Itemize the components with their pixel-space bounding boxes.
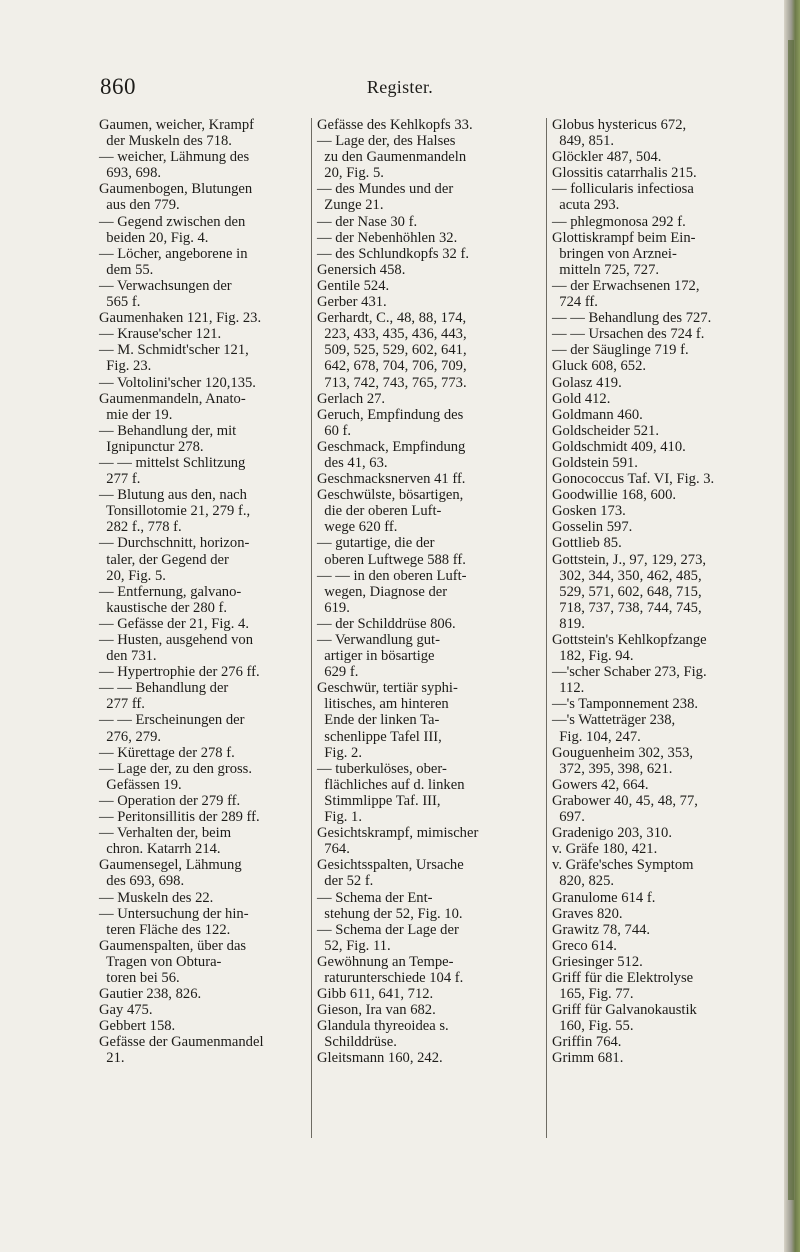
index-line: schenlippe Tafel III, [317,728,442,745]
index-line: Tonsillotomie 21, 279 f., [99,503,251,520]
index-line: Gentile 524. [317,277,390,294]
index-line: Glottiskrampf beim Ein- [552,229,696,246]
index-line: — — Behandlung des 727. [552,310,712,327]
index-line: Gosken 173. [552,503,626,520]
index-line: der Muskeln des 718. [99,133,232,150]
index-line: Geruch, Empfindung des [317,406,464,423]
index-line: 764. [317,841,350,858]
index-line: 20, Fig. 5. [99,567,166,584]
index-line: — Schema der Ent- [317,889,433,906]
index-line: taler, der Gegend der [99,551,229,568]
index-line: Gaumen, weicher, Krampf [99,117,255,133]
index-line: — Entfernung, galvano- [99,583,242,600]
index-line: Gerlach 27. [317,390,386,407]
index-line: oberen Luftwege 588 ff. [317,551,466,568]
index-line: Geschmack, Empfindung [317,438,466,455]
index-line: aus den 779. [99,197,180,214]
index-line: — Hypertrophie der 276 ff. [99,664,260,681]
page-number: 860 [100,74,136,99]
index-line: Geschwür, tertiär syphi- [317,680,458,697]
index-line: Gaumenbogen, Blutungen [99,181,253,198]
index-line: Goldstein 591. [552,454,638,471]
index-line: 372, 395, 398, 621. [552,760,673,777]
index-line: Gerber 431. [317,294,387,311]
index-line: 160, Fig. 55. [552,1018,634,1035]
index-line: Griff für die Elektrolyse [552,969,694,986]
index-line: Griffin 764. [552,1034,622,1051]
index-line: — — Ursachen des 724 f. [552,326,705,343]
index-line: Gowers 42, 664. [552,776,649,793]
index-line: 52, Fig. 11. [317,937,391,954]
index-line: toren bei 56. [99,969,180,986]
index-line: Goldscheider 521. [552,422,659,439]
index-line: — — in den oberen Luft- [317,567,467,584]
index-line: — Untersuchung der hin- [99,905,249,922]
index-line: 112. [552,680,585,697]
index-line: — Gefässe der 21, Fig. 4. [99,615,249,632]
index-line: mitteln 725, 727. [552,261,660,278]
index-line: 60 f. [317,422,352,439]
index-line: — Verhalten der, beim [99,825,232,842]
index-column-3 [552,117,768,1067]
index-line: Geschwülste, bösartigen, [317,487,464,504]
index-line: des 693, 698. [99,873,185,890]
column-rule-left [311,118,312,1138]
index-line: bringen von Arznei- [552,245,677,262]
index-line: Gesichtskrampf, mimischer [317,825,479,842]
index-line: — des Mundes und der [317,181,454,198]
index-line: 277 ff. [99,696,145,713]
index-line: Gerhardt, C., 48, 88, 174, [317,310,467,327]
index-line: 565 f. [99,294,141,311]
index-line: 629 f. [317,664,359,681]
index-line: 820, 825. [552,873,615,890]
index-line: chron. Katarrh 214. [99,841,221,858]
index-line: Gradenigo 203, 310. [552,825,672,842]
index-line: 819. [552,615,585,632]
index-line: 713, 742, 743, 765, 773. [317,374,467,391]
index-column-1 [99,117,307,1067]
index-line: Fig. 2. [317,744,363,761]
index-line: Gebbert 158. [99,1018,176,1035]
index-line: — M. Schmidt'scher 121, [99,342,249,359]
index-line: — des Schlundkopfs 32 f. [317,245,470,262]
index-line: —'s Watteträger 238, [552,712,676,729]
index-line: mie der 19. [99,406,173,423]
index-line: — Krause'scher 121. [99,326,222,343]
index-line: — der Nebenhöhlen 32. [317,229,458,246]
index-line: Geschmacksnerven 41 ff. [317,471,466,488]
index-line: — Muskeln des 22. [99,889,214,906]
index-line: Gottstein's Kehlkopfzange [552,632,707,648]
index-line: Gay 475. [99,1002,153,1019]
index-line: Gaumenhaken 121, Fig. 23. [99,310,262,327]
index-line: — Durchschnitt, horizon- [99,535,250,552]
index-line: Griff für Galvanokaustik [552,1002,697,1019]
index-line: Ignipunctur 278. [99,438,204,455]
running-header: Register. [366,77,434,97]
index-line: wegen, Diagnose der [317,583,448,600]
index-line: litisches, am hinteren [317,696,449,713]
index-line: 642, 678, 704, 706, 709, [317,358,467,375]
index-line: — weicher, Lähmung des [99,149,250,166]
index-line: 697. [552,809,585,826]
index-line: Glossitis catarrhalis 215. [552,165,697,182]
index-line: Glandula thyreoidea s. [317,1018,449,1035]
index-line: Gaumenmandeln, Anato- [99,390,246,407]
index-line: dem 55. [99,261,154,278]
index-line: Gottlieb 85. [552,535,622,552]
index-line: — Voltolini'scher 120,135. [99,374,256,391]
index-line: Fig. 1. [317,809,363,826]
index-line: acuta 293. [552,197,620,214]
index-line: — Lage der, zu den gross. [99,760,253,777]
index-line: 165, Fig. 77. [552,986,634,1003]
index-line: — — mittelst Schlitzung [99,454,246,471]
index-line: — Behandlung der, mit [99,422,237,439]
index-line: — — Behandlung der [99,680,229,697]
index-line: — Verwandlung gut- [317,632,440,648]
index-line: kaustische der 280 f. [99,599,228,616]
index-line: 509, 525, 529, 602, 641, [317,342,467,359]
index-line: 849, 851. [552,133,615,150]
index-line: — der Schilddrüse 806. [317,615,456,632]
index-line: —'s Tamponnement 238. [552,696,699,713]
index-line: — Verwachsungen der [99,277,232,294]
index-line: 276, 279. [99,728,162,745]
index-line: 693, 698. [99,165,162,182]
index-line: Glöckler 487, 504. [552,149,662,166]
index-line: Goldmann 460. [552,406,643,423]
index-line: v. Gräfe'sches Symptom [552,857,694,874]
index-line: Gefässe der Gaumenmandel [99,1034,264,1051]
index-line: Gewöhnung an Tempe- [317,953,454,970]
index-line: 20, Fig. 5. [317,165,384,182]
index-line: 223, 433, 435, 436, 443, [317,326,467,343]
index-line: Tragen von Obtura- [99,953,222,970]
index-line: — Kürettage der 278 f. [99,744,235,761]
index-line: Greco 614. [552,937,617,954]
index-line: 21. [99,1050,125,1067]
index-line: 182, Fig. 94. [552,648,634,665]
index-line: 724 ff. [552,294,598,311]
index-line: — Operation der 279 ff. [99,792,241,809]
index-line: — der Säuglinge 719 f. [552,342,689,359]
index-line: Griesinger 512. [552,953,643,970]
index-line: — gutartige, die der [317,535,435,552]
index-line: — Lage der, des Halses [317,133,456,150]
index-line: des 41, 63. [317,454,388,471]
index-line: stehung der 52, Fig. 10. [317,905,463,922]
index-line: die der oberen Luft- [317,503,442,520]
index-line: 282 f., 778 f. [99,519,182,536]
index-line: Grabower 40, 45, 48, 77, [552,792,698,809]
index-line: — tuberkulöses, ober- [317,760,447,777]
index-line: Stimmlippe Taf. III, [317,792,441,809]
index-line: 302, 344, 350, 462, 485, [552,567,702,584]
index-line: artiger in bösartige [317,648,435,665]
index-line: — Schema der Lage der [317,921,459,938]
index-line: Genersich 458. [317,261,406,278]
index-line: — der Erwachsenen 172, [552,277,700,294]
index-line: zu den Gaumenmandeln [317,149,467,166]
index-line: Gaumenspalten, über das [99,937,247,954]
index-line: Gaumensegel, Lähmung [99,857,242,874]
index-line: Gibb 611, 641, 712. [317,986,434,1003]
index-line: Grimm 681. [552,1050,624,1067]
index-line: Gold 412. [552,390,611,407]
index-line: Granulome 614 f. [552,889,656,906]
index-line: — follicularis infectiosa [552,181,694,198]
index-line: v. Gräfe 180, 421. [552,841,658,858]
index-line: beiden 20, Fig. 4. [99,229,209,246]
index-line: Golasz 419. [552,374,622,391]
index-line: Fig. 104, 247. [552,728,641,745]
index-line: — Husten, ausgehend von [99,632,254,648]
index-line: Gesichtsspalten, Ursache [317,857,464,874]
index-line: Gieson, Ira van 682. [317,1002,436,1019]
index-line: Grawitz 78, 744. [552,921,651,938]
index-line: — Gegend zwischen den [99,213,246,230]
index-line: Gosselin 597. [552,519,633,536]
index-line: teren Fläche des 122. [99,921,231,938]
index-line: —'scher Schaber 273, Fig. [552,664,707,681]
index-line: Gautier 238, 826. [99,986,202,1003]
index-line: den 731. [99,648,157,665]
index-line: Schilddrüse. [317,1034,397,1051]
index-line: Goldschmidt 409, 410. [552,438,686,455]
index-line: Gefässe des Kehlkopfs 33. [317,117,473,133]
index-line: Goodwillie 168, 600. [552,487,677,504]
index-line: 718, 737, 738, 744, 745, [552,599,702,616]
index-line: — Peritonsillitis der 289 ff. [99,809,260,826]
index-line: wege 620 ff. [317,519,398,536]
index-line: Fig. 23. [99,358,152,375]
index-line: flächliches auf d. linken [317,776,465,793]
book-edge-shadow [788,40,794,1200]
index-line: Gonococcus Taf. VI, Fig. 3. [552,471,715,488]
index-line: — — Erscheinungen der [99,712,245,729]
index-line: 529, 571, 602, 648, 715, [552,583,702,600]
index-line: Globus hystericus 672, [552,117,687,133]
index-line: Gouguenheim 302, 353, [552,744,694,761]
index-line: raturunterschiede 104 f. [317,969,464,986]
index-line: — Löcher, angeborene in [99,245,248,262]
index-column-2 [317,117,543,1067]
index-line: Gleitsmann 160, 242. [317,1050,443,1067]
index-line: Zunge 21. [317,197,384,214]
index-line: — der Nase 30 f. [317,213,418,230]
index-line: Gluck 608, 652. [552,358,647,375]
index-line: — phlegmonosa 292 f. [552,213,686,230]
index-line: Gottstein, J., 97, 129, 273, [552,551,707,568]
index-line: 277 f. [99,471,141,488]
index-line: — Blutung aus den, nach [99,487,247,504]
index-line: Gefässen 19. [99,776,182,793]
index-line: Ende der linken Ta- [317,712,440,729]
index-line: 619. [317,599,350,616]
index-line: Graves 820. [552,905,623,922]
index-line: der 52 f. [317,873,374,890]
column-rule-right [546,118,547,1138]
